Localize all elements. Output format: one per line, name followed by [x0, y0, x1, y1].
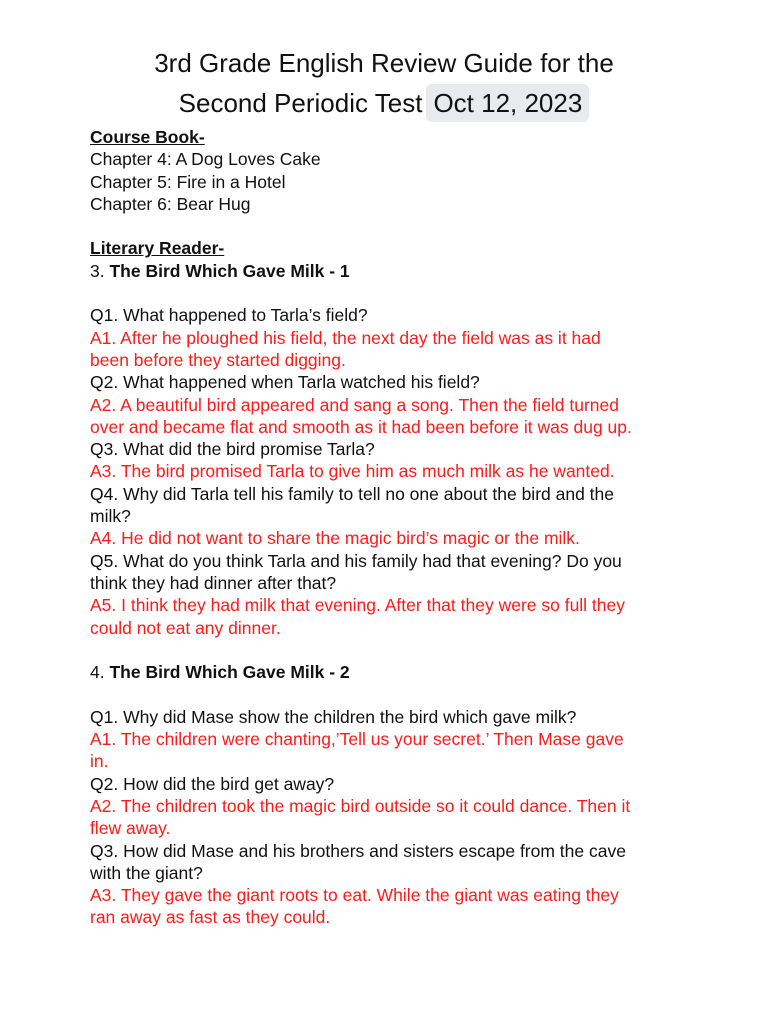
question-line: Q5. What do you think Tarla and his family had that evening? Do you [90, 550, 622, 571]
answer-line: A3. The bird promised Tarla to give him as much milk as he wanted. [90, 461, 615, 482]
answer-line: A2. The children took the magic bird outside so it could dance. Then it [90, 795, 631, 816]
question-line: Q1. What happened to Tarla’s field? [90, 305, 368, 326]
chapter-item: Chapter 5: Fire in a Hotel [90, 171, 286, 192]
question-line: milk? [90, 506, 131, 527]
page-title-line-2 [0, 84, 768, 122]
answer-line: A3. They gave the giant roots to eat. While the giant was eating they [90, 885, 619, 906]
answer-line: been before they started digging. [90, 349, 346, 370]
answer-line: A1. The children were chanting,’Tell us your secret.’ Then Mase gave [90, 729, 624, 750]
answer-line: A5. I think they had milk that evening. After that they were so full they [90, 595, 626, 616]
chapter-item: Chapter 4: A Dog Loves Cake [90, 149, 321, 170]
page-title-line-1: 3rd Grade English Review Guide for the [154, 48, 614, 78]
course-book-heading: Course Book- [90, 127, 205, 147]
story-heading [90, 661, 690, 683]
story-number: 4. [90, 662, 105, 683]
answer-line: ran away as fast as they could. [90, 907, 331, 928]
story-number: 3. [90, 260, 105, 281]
question-line: Q2. How did the bird get away? [90, 773, 335, 794]
answer-line: in. [90, 751, 109, 772]
answer-line: could not eat any dinner. [90, 617, 281, 638]
question-line: Q3. What did the bird promise Tarla? [90, 439, 375, 460]
story-title: The Bird Which Gave Milk - 2 [109, 662, 350, 683]
date-chip[interactable]: Oct 12, 2023 [426, 84, 589, 122]
question-line: Q3. How did Mase and his brothers and sisters escape from the cave [90, 840, 626, 861]
page-title-text: Second Periodic Test [178, 88, 423, 118]
question-line: Q4. Why did Tarla tell his family to tell no one about the bird and the [90, 483, 615, 504]
chapter-list [90, 148, 690, 215]
answer-line: flew away. [90, 818, 171, 839]
document-body [90, 126, 690, 929]
story-list [90, 260, 690, 929]
question-line: Q1. Why did Mase show the children the bird which gave milk? [90, 706, 577, 727]
answer-line: A4. He did not want to share the magic bird’s magic or the milk. [90, 528, 580, 549]
question-line: think they had dinner after that? [90, 572, 337, 593]
answer-line: A2. A beautiful bird appeared and sang a song. Then the field turned [90, 394, 619, 415]
question-line: Q2. What happened when Tarla watched his field? [90, 372, 480, 393]
story-title: The Bird Which Gave Milk - 1 [109, 260, 350, 281]
answer-line: over and became flat and smooth as it had been before it was dug up. [90, 416, 632, 437]
question-line: with the giant? [90, 862, 203, 883]
literary-reader-heading: Literary Reader- [90, 238, 225, 259]
story-heading [90, 260, 690, 282]
answer-line: A1. After he ploughed his field, the next day the field was as it had [90, 327, 601, 348]
chapter-item: Chapter 6: Bear Hug [90, 193, 251, 214]
